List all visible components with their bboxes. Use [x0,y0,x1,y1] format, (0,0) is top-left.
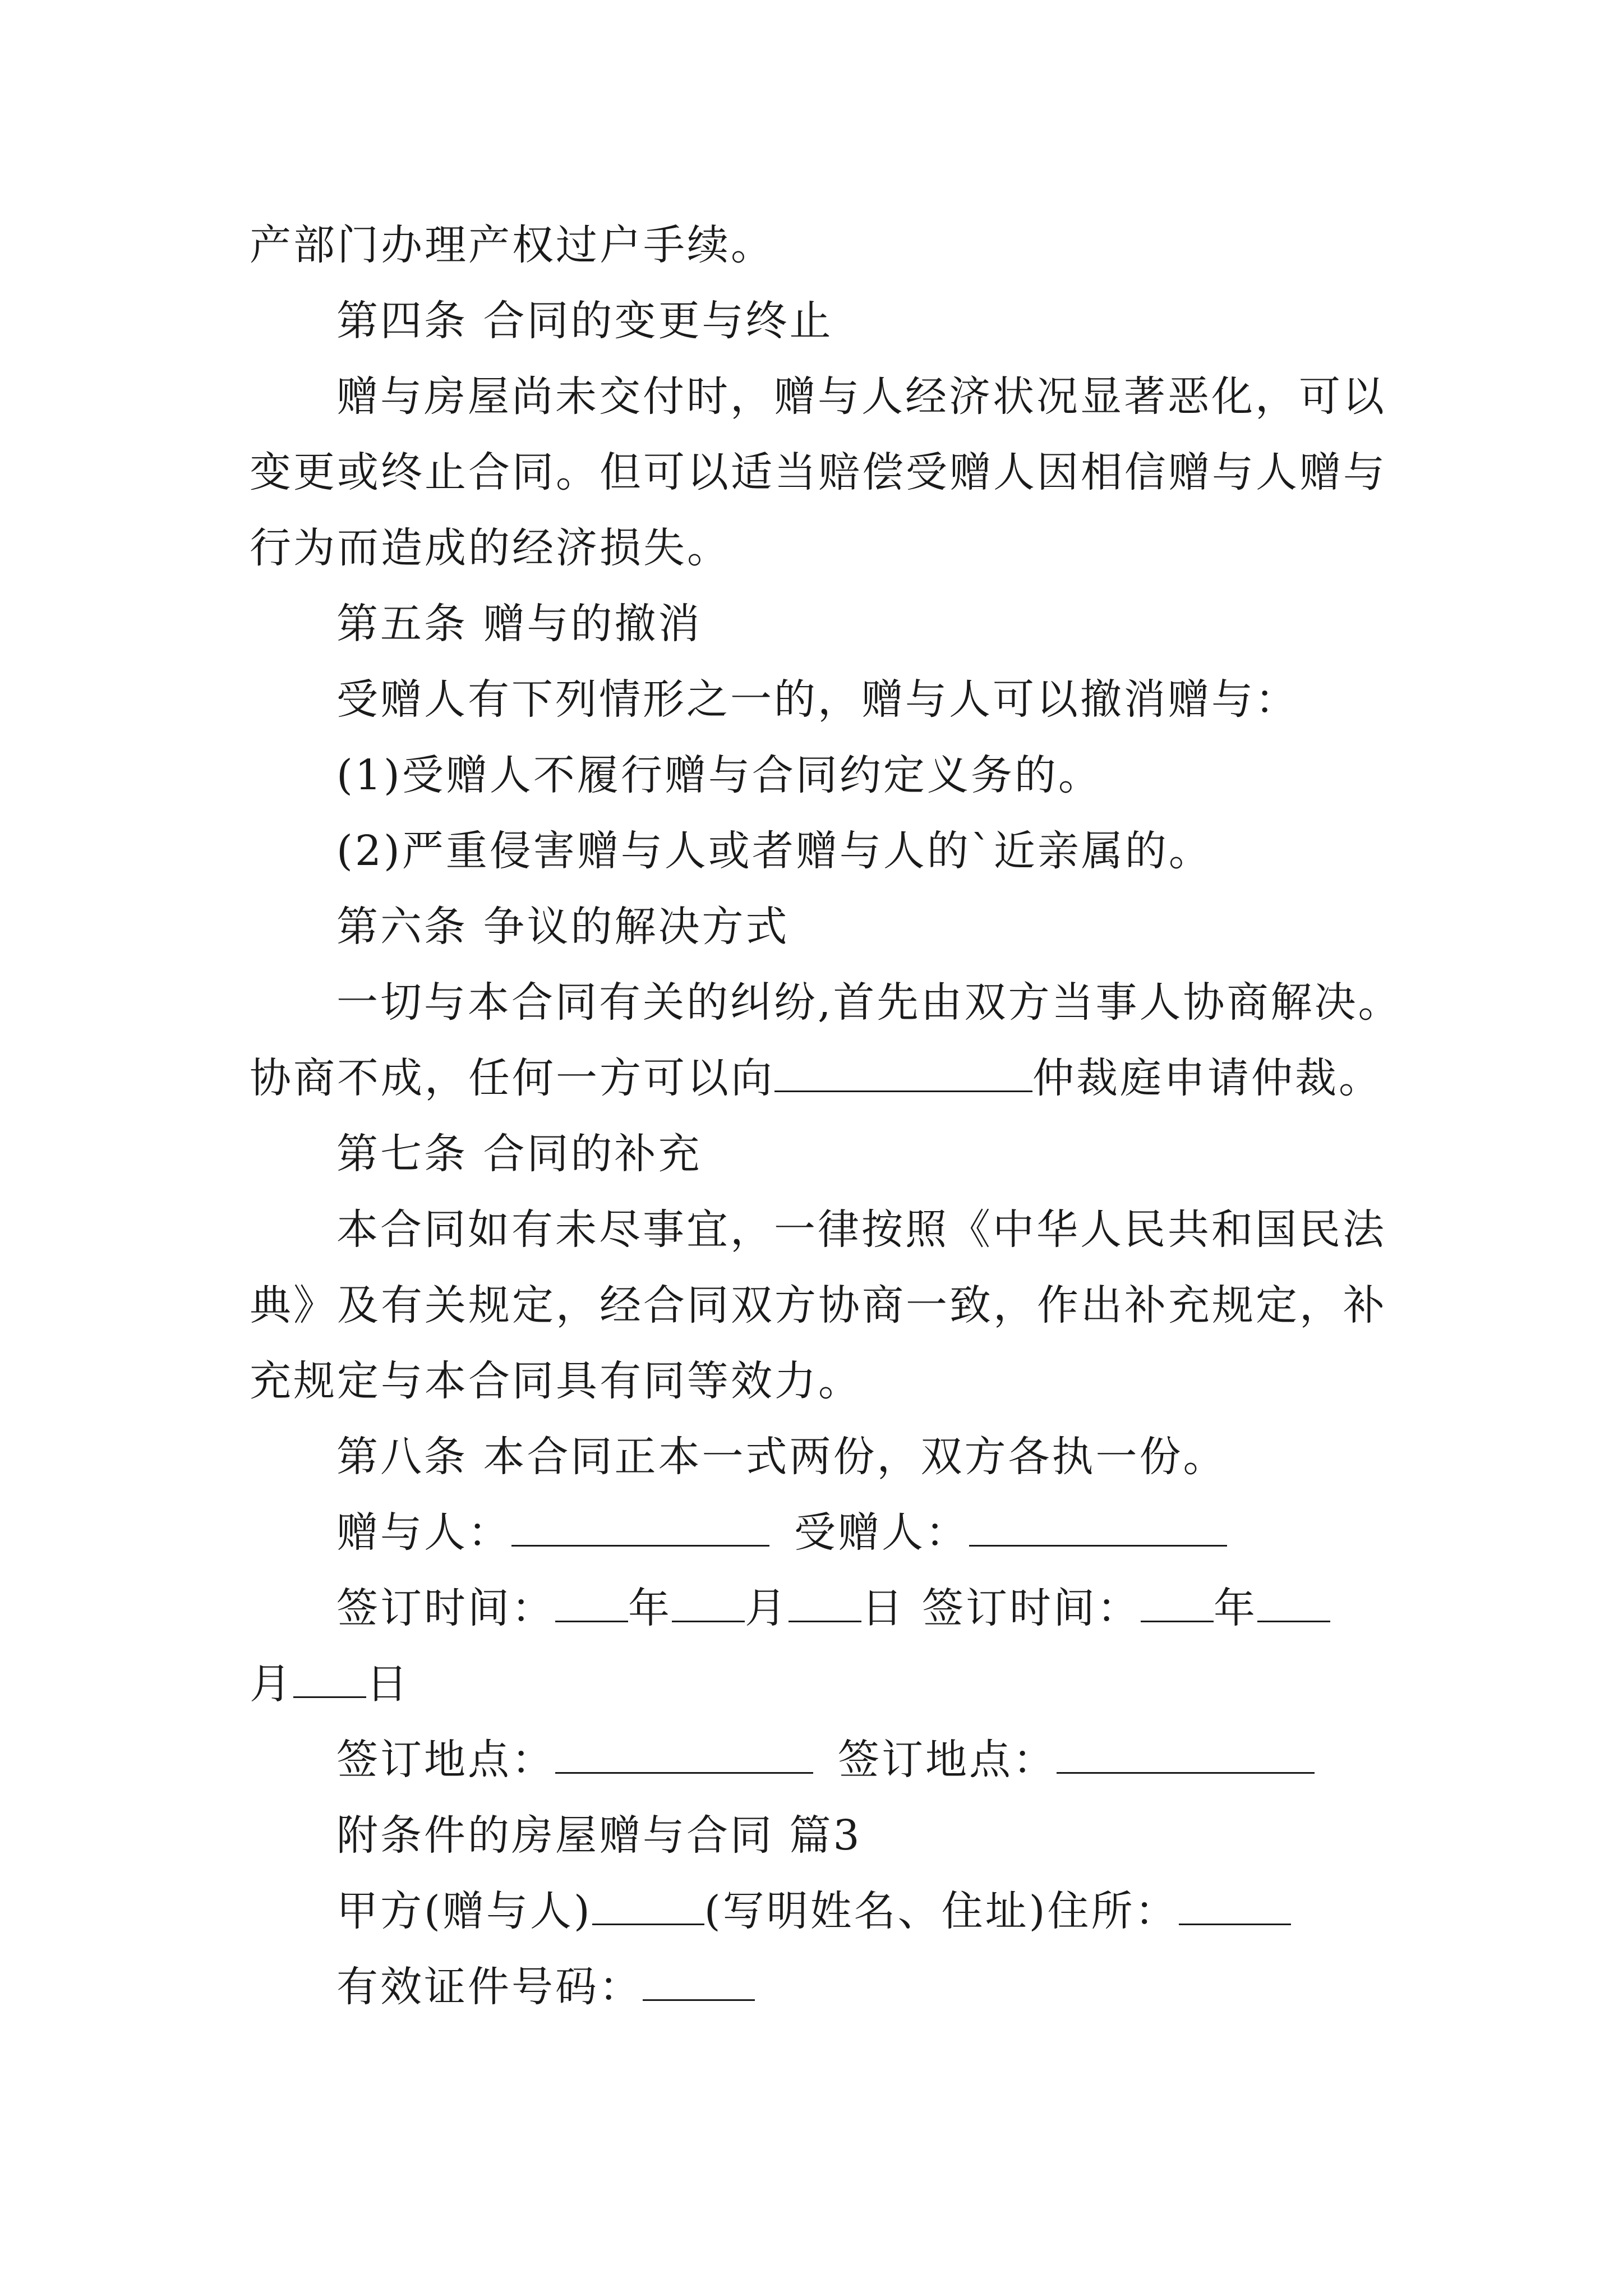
text-segment: 仲裁庭申请仲裁。 [1032,1054,1382,1102]
paragraph-line: 本合同如有未尽事宜，一律按照《中华人民共和国民法 [336,1205,1386,1254]
id-number-label: 有效证件号码： [336,1963,643,2011]
list-item: (2)严重侵害赠与人或者赠与人的`近亲属的。 [336,827,1212,875]
signature-parties-line [336,1507,1503,1558]
paragraph-line: 一切与本合同有关的纠纷,首先由双方当事人协商解决。 [336,978,1402,1027]
paragraph-line: 受赠人有下列情形之一的，赠与人可以撤消赠与： [336,675,1299,724]
sign-place-label: 签订地点： [838,1736,1057,1784]
sign-time-label: 签订时间： [336,1584,555,1632]
paragraph-line: 赠与房屋尚未交付时，赠与人经济状况显著恶化，可以 [336,372,1386,421]
article-heading: 第六条 争议的解决方式 [336,903,790,951]
donee-label: 受赠人： [794,1508,969,1557]
paragraph-line: 典》及有关规定，经合同双方协商一致，作出补充规定，补 [250,1281,1387,1329]
donor-blank[interactable] [511,1508,769,1547]
sign-time-line [336,1583,1503,1634]
paragraph-line: 充规定与本合同具有同等效力。 [250,1357,862,1405]
article-heading: 第四条 合同的变更与终止 [336,297,833,345]
article-heading: 第八条 本合同正本一式两份，双方各执一份。 [336,1433,1227,1481]
month-label: 月 [250,1660,293,1708]
arbitration-blank[interactable] [774,1053,1032,1092]
sign-place-blank[interactable] [555,1735,813,1774]
article-heading: 第五条 赠与的撤消 [336,600,702,648]
id-number-line [336,1962,1503,2012]
section-title: 附条件的房屋赠与合同 篇3 [336,1811,862,1860]
text-segment: 协商不成，任何一方可以向 [250,1054,774,1102]
party-a-blank[interactable] [592,1887,704,1925]
sign-time-label: 签订时间： [922,1584,1141,1632]
month-label: 月 [745,1584,789,1632]
sign-place-label: 签订地点： [336,1736,555,1784]
donor-label: 赠与人： [336,1508,511,1557]
party-a-label: 甲方(赠与人) [336,1887,592,1935]
day-blank[interactable] [789,1584,861,1622]
party-a-line [336,1886,1503,1936]
day-blank[interactable] [293,1659,366,1698]
month-blank[interactable] [672,1584,745,1622]
month-blank[interactable] [1257,1584,1330,1622]
donee-blank[interactable] [969,1508,1227,1547]
party-a-note: (写明姓名、住址)住所： [704,1887,1179,1935]
year-blank[interactable] [555,1584,628,1622]
paragraph-line: 变更或终止合同。但可以适当赔偿受赠人因相信赠与人赠与 [250,448,1387,496]
paragraph-line: 行为而造成的经济损失。 [250,524,731,572]
day-label: 日 [861,1584,905,1632]
paragraph-line: 产部门办理产权过户手续。 [250,221,774,269]
paragraph-line-with-blank [250,1053,1416,1103]
sign-place-blank[interactable] [1057,1735,1315,1774]
article-heading: 第七条 合同的补充 [336,1130,702,1178]
year-label: 年 [1214,1584,1257,1632]
sign-time-line-continued [250,1659,1416,1709]
year-blank[interactable] [1141,1584,1214,1622]
year-label: 年 [628,1584,672,1632]
day-label: 日 [366,1660,410,1708]
id-number-blank[interactable] [643,1962,755,2001]
list-item: (1)受赠人不履行赠与合同约定义务的。 [336,751,1102,799]
residence-blank[interactable] [1179,1887,1291,1925]
sign-place-line [336,1734,1503,1785]
